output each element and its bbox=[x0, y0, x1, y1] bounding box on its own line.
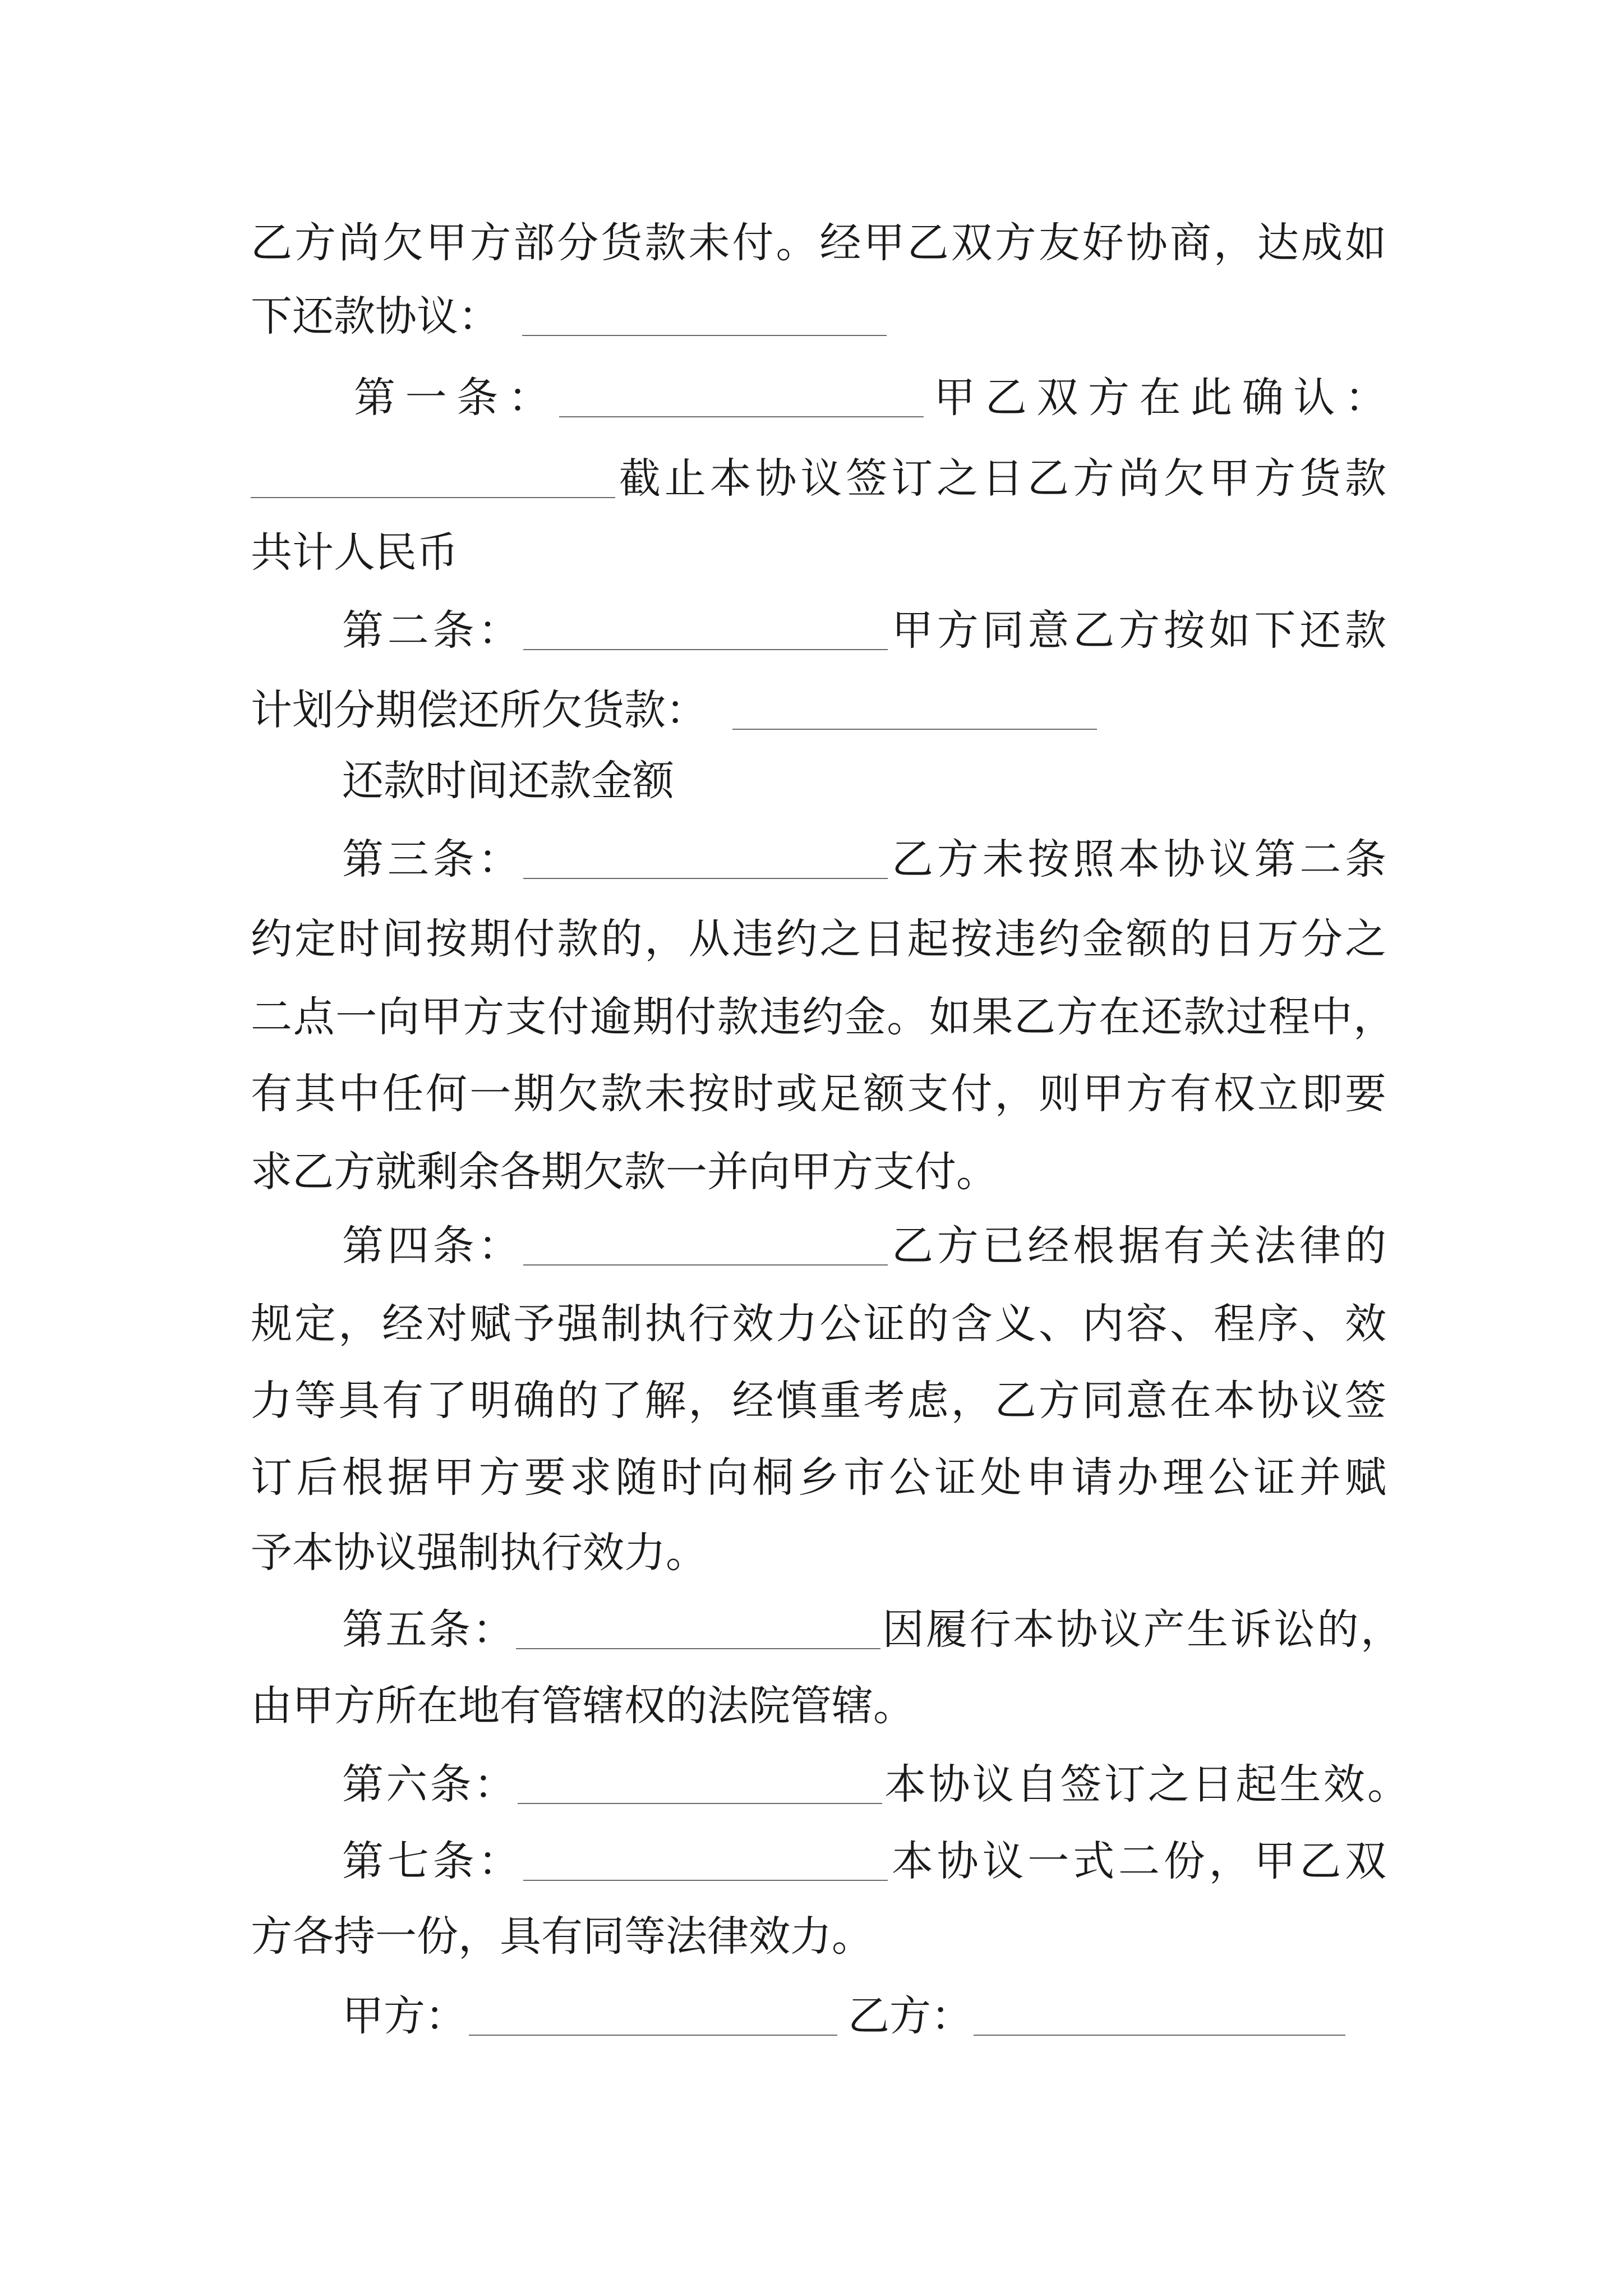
article-1-line-2 bbox=[251, 456, 1386, 501]
article-text: 本协议自签订之日起生效。 bbox=[882, 1760, 1409, 1809]
article-7-line-1 bbox=[342, 1839, 1386, 1884]
article-label: 第二条： bbox=[342, 606, 524, 655]
article-label: 第七条： bbox=[342, 1837, 524, 1885]
fill-in-blank bbox=[516, 1614, 880, 1649]
article-text: 甲乙双方在此确认： bbox=[924, 374, 1387, 422]
fill-in-blank bbox=[523, 615, 888, 650]
article-text: 甲方同意乙方按如下还款 bbox=[888, 606, 1387, 655]
article-label: 第五条： bbox=[342, 1605, 516, 1654]
article-text: 乙方未按照本协议第二条 bbox=[888, 835, 1387, 884]
fill-in-blank bbox=[523, 844, 888, 879]
article-text: 本协议一式二份，甲乙双 bbox=[888, 1837, 1387, 1885]
article-3-line-3: 二点一向甲方支付逾期付款违约金。如果乙方在还款过程中， bbox=[251, 993, 1395, 1041]
article-2-line-1 bbox=[342, 608, 1386, 653]
signature-line bbox=[342, 1994, 1345, 2039]
party-a-label: 甲方： bbox=[342, 1992, 467, 2040]
article-3-line-5: 求乙方就剩余各期欠款一并向甲方支付。 bbox=[251, 1148, 998, 1196]
article-5-line-1 bbox=[342, 1607, 1402, 1652]
preamble-line-2 bbox=[251, 294, 887, 339]
article-4-line-4: 订后根据甲方要求随时向桐乡市公证处申请办理公证并赋 bbox=[251, 1453, 1386, 1502]
article-text: 计划分期偿还所欠货款： bbox=[251, 686, 707, 734]
article-4-line-1 bbox=[342, 1223, 1386, 1268]
article-label: 第四条： bbox=[342, 1222, 524, 1270]
article-4-line-2: 规定，经对赋予强制执行效力公证的含义、内容、程序、效 bbox=[251, 1300, 1386, 1348]
fill-in-blank bbox=[518, 1769, 882, 1804]
party-b-signature-blank bbox=[974, 2001, 1345, 2036]
fill-in-blank bbox=[523, 1846, 888, 1881]
fill-in-blank bbox=[251, 463, 615, 498]
party-a-signature-blank bbox=[469, 2001, 837, 2036]
article-3-line-1 bbox=[342, 837, 1386, 882]
article-6-line-1 bbox=[342, 1762, 1409, 1807]
article-4-line-3: 力等具有了明确的了解，经慎重考虑，乙方同意在本协议签 bbox=[251, 1377, 1386, 1425]
article-text: 乙方已经根据有关法律的 bbox=[888, 1222, 1387, 1270]
article-label: 第六条： bbox=[342, 1760, 518, 1809]
fill-in-blank bbox=[732, 695, 1097, 730]
fill-in-blank bbox=[522, 301, 887, 336]
repayment-table-header: 还款时间还款金额 bbox=[342, 757, 674, 805]
article-5-line-2: 由甲方所在地有管辖权的法院管辖。 bbox=[251, 1682, 915, 1730]
article-7-line-2: 方各持一份，具有同等法律效力。 bbox=[251, 1912, 873, 1961]
preamble-text: 下还款协议： bbox=[251, 292, 500, 341]
preamble-line-1: 乙方尚欠甲方部分货款未付。经甲乙双方友好协商，达成如 bbox=[251, 219, 1386, 267]
article-2-line-2 bbox=[251, 688, 1097, 733]
party-b-label: 乙方： bbox=[848, 1992, 972, 2040]
article-text: 截止本协议签订之日乙方尚欠甲方货款 bbox=[615, 454, 1386, 503]
article-label: 第三条： bbox=[342, 835, 524, 884]
article-1-line-3: 共计人民币 bbox=[251, 528, 458, 577]
article-text: 因履行本协议产生诉讼的， bbox=[880, 1605, 1402, 1654]
fill-in-blank bbox=[559, 383, 924, 417]
article-3-line-4: 有其中任何一期欠款未按时或足额支付，则甲方有权立即要 bbox=[251, 1070, 1386, 1118]
article-label: 第一条： bbox=[354, 374, 560, 422]
article-4-line-5: 予本协议强制执行效力。 bbox=[251, 1529, 707, 1577]
fill-in-blank bbox=[523, 1231, 888, 1266]
article-1-line-1 bbox=[354, 375, 1386, 420]
article-3-line-2: 约定时间按期付款的，从违约之日起按违约金额的日万分之 bbox=[251, 915, 1386, 963]
